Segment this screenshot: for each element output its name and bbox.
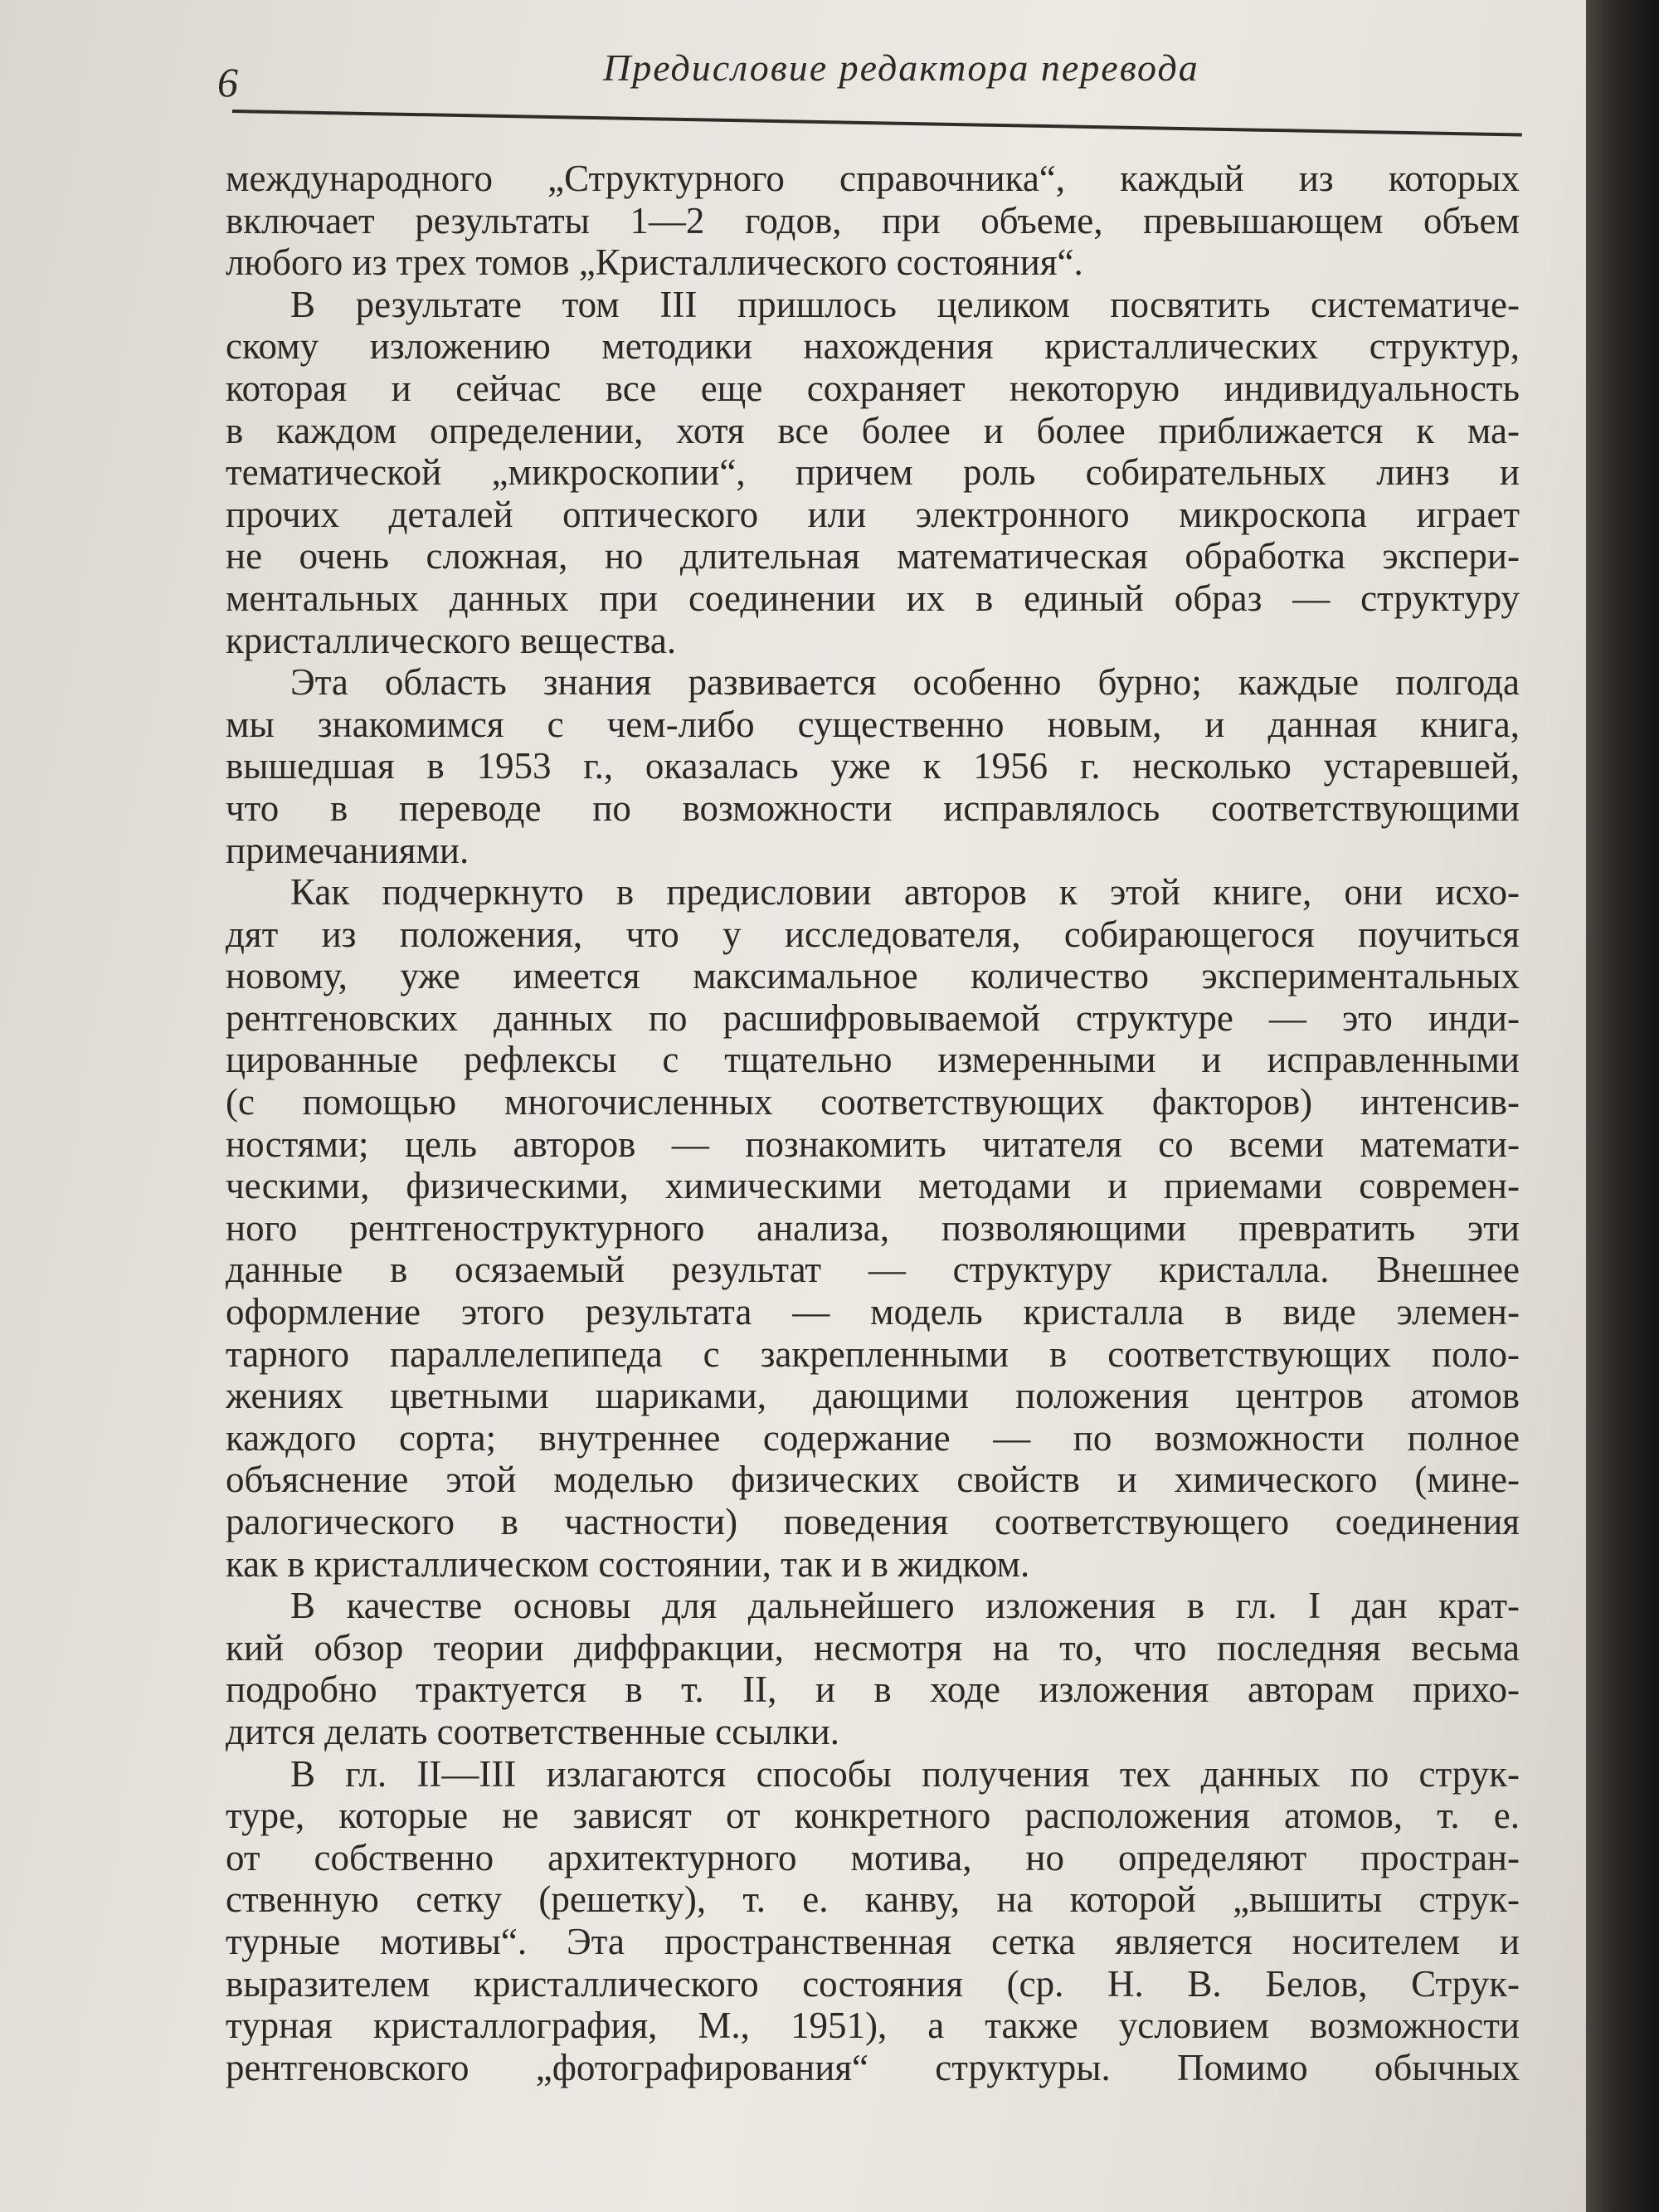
text-line: от собственно архитектурного мотива, но определяют простран-: [226, 1836, 1520, 1878]
text-line: жениях цветными шариками, дающими положения центров атомов: [226, 1375, 1520, 1417]
text-line: В гл. II—III излагаются способы получения тех данных по струк-: [290, 1752, 1520, 1795]
text-line: туре, которые не зависят от конкретного расположения атомов, т. е.: [226, 1795, 1520, 1837]
text-line: оформление этого результата — модель кристалла в виде элемен-: [226, 1291, 1520, 1333]
text-line: вышедшая в 1953 г., оказалась уже к 1956 г. несколько устаревшей,: [226, 745, 1520, 787]
text-line: ностями; цель авторов — познакомить читателя со всеми математи-: [226, 1123, 1520, 1165]
text-line: международного „Структурного справочника“, каждый из которых: [226, 158, 1520, 199]
page-header: [217, 41, 1520, 108]
text-line: которая и сейчас все еще сохраняет некоторую индивидуальность: [226, 367, 1520, 409]
text-line: примечаниями.: [226, 829, 469, 871]
text-line: (с помощью многочисленных соответствующих факторов) интенсив-: [226, 1081, 1520, 1123]
text-line: дят из положения, что у исследователя, собирающегося поучиться: [226, 913, 1520, 955]
text-line: ралогического в частности) поведения соответствующего соединения: [226, 1501, 1520, 1542]
text-line: кий обзор теории диффракции, несмотря на то, что последняя весьма: [226, 1626, 1520, 1669]
header-rule: [232, 110, 1522, 136]
text-line: как в кристаллическом состоянии, так и в жидком.: [226, 1542, 1030, 1585]
paragraph: [226, 284, 1520, 661]
text-line: рентгеновского „фотографирования“ структуры. Помимо обычных: [226, 2046, 1520, 2088]
text-line: В качестве основы для дальнейшего изложения в гл. I дан крат-: [290, 1585, 1520, 1627]
text-line: ментальных данных при соединении их в единый образ — структуру: [226, 577, 1520, 619]
text-line: цированные рефлексы с тщательно измеренными и исправленными: [226, 1039, 1520, 1081]
body-text: [226, 158, 1520, 2088]
text-line: турная кристаллография, М., 1951), а также условием возможности: [226, 2005, 1520, 2047]
text-line: тематической „микроскопии“, причем роль собирательных линз и: [226, 451, 1520, 494]
text-line: Как подчеркнуто в предисловии авторов к этой книге, они исхо-: [290, 871, 1520, 914]
text-line: не очень сложная, но длительная математическая обработка экспери-: [226, 535, 1520, 577]
text-line: новому, уже имеется максимальное количество экспериментальных: [226, 955, 1520, 997]
text-line: объяснение этой моделью физических свойств и химического (мине-: [226, 1459, 1520, 1501]
text-line: подробно трактуется в т. II, и в ходе изложения авторам прихо-: [226, 1669, 1520, 1711]
text-line: мы знакомимся с чем-либо существенно новым, и данная книга,: [226, 703, 1520, 745]
paragraph: [226, 1585, 1520, 1752]
text-line: ственную сетку (решетку), т. е. канву, на которой „вышиты струк-: [226, 1878, 1520, 1921]
text-line: выразителем кристаллического состояния (ср. Н. В. Белов, Струк-: [226, 1962, 1520, 2005]
text-line: дится делать соответственные ссылки.: [226, 1710, 839, 1752]
text-line: любого из трех томов „Кристаллического состояния“.: [226, 241, 1083, 284]
text-line: каждого сорта; внутреннее содержание — по возможности полное: [226, 1416, 1520, 1459]
text-line: ческими, физическими, химическими методами и приемами современ-: [226, 1165, 1520, 1207]
paragraph: [226, 871, 1520, 1585]
page-number: 6: [217, 59, 238, 105]
text-line: прочих деталей оптического или электронного микроскопа играет: [226, 493, 1520, 535]
book-spine-shadow: [1586, 0, 1659, 2212]
text-line: данные в осязаемый результат — структуру кристалла. Внешнее: [226, 1249, 1520, 1291]
text-line: кристаллического вещества.: [226, 619, 677, 661]
text-line: в каждом определении, хотя все более и более приближается к ма-: [226, 409, 1520, 451]
text-line: В результате том III пришлось целиком посвятить систематиче-: [290, 283, 1520, 325]
text-line: включает результаты 1—2 годов, при объеме, превышающем объем: [226, 199, 1520, 241]
text-line: ного рентгеноструктурного анализа, позволяющими превратить эти: [226, 1206, 1520, 1249]
paragraph: [226, 158, 1520, 284]
text-line: Эта область знания развивается особенно бурно; каждые полгода: [290, 661, 1520, 704]
text-line: рентгеновских данных по расшифровываемой структуре — это инди-: [226, 996, 1520, 1039]
text-line: скому изложению методики нахождения кристаллических структур,: [226, 325, 1520, 368]
text-line: тарного параллелепипеда с закрепленными в соответствующих поло-: [226, 1333, 1520, 1375]
text-line: турные мотивы“. Эта пространственная сетка является носителем и: [226, 1920, 1520, 1962]
paragraph: [226, 1753, 1520, 2089]
paragraph: [226, 661, 1520, 871]
running-title: Предисловие редактора перевода: [603, 46, 1199, 89]
text-line: что в переводе по возможности исправлялось соответствующими: [226, 787, 1520, 829]
